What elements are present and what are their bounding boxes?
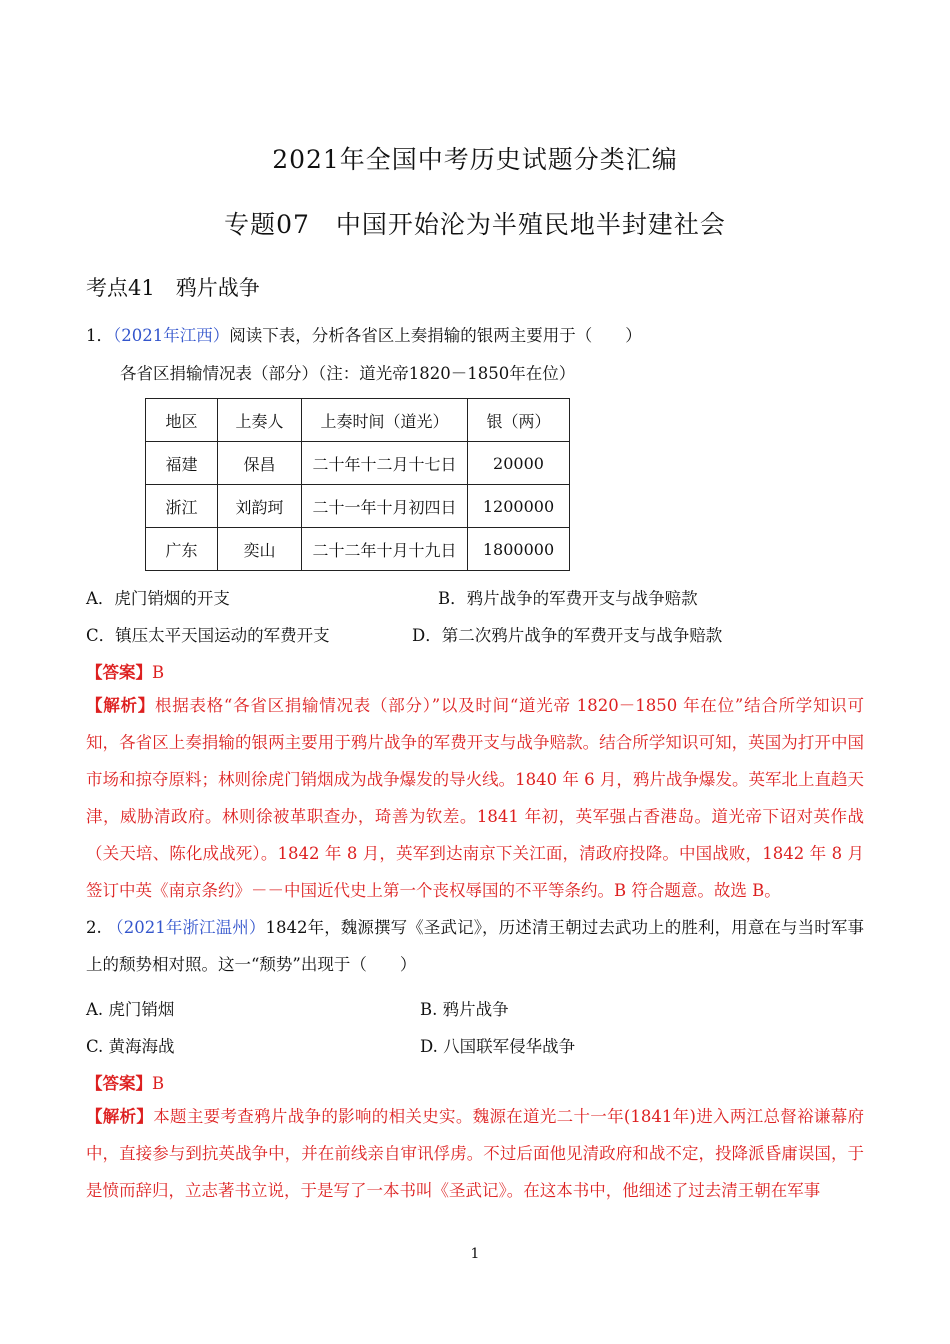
question-2-stem [86, 909, 864, 983]
q1-answer [86, 659, 164, 683]
table-header-cell: 上奏时间（道光） [302, 399, 468, 442]
answer-label: 【答案】 [86, 663, 152, 682]
section-heading: 考点41 鸦片战争 [86, 276, 260, 300]
answer-value: B [152, 663, 165, 682]
question-source: （2021年浙江温州） [107, 918, 266, 937]
q2-option-c: C. 黄海海战 [86, 1037, 175, 1056]
q2-analysis [86, 1098, 864, 1209]
table-header-cell: 上奏人 [218, 399, 302, 442]
table-cell: 二十年十二月十七日 [302, 442, 468, 485]
q1-option-d: D．第二次鸦片战争的军费开支与战争赔款 [412, 626, 723, 645]
table-cell: 20000 [468, 442, 570, 485]
table-header-row [146, 399, 570, 442]
question-1-stem [86, 322, 642, 346]
question-text: 阅读下表，分析各省区上奏捐输的银两主要用于（ ） [229, 326, 642, 345]
analysis-text: 本题主要考查鸦片战争的影响的相关史实。魏源在道光二十一年(1841年)进入两江总督裕谦幕府中，直接参与到抗英战争中，并在前线亲自审讯俘虏。不过后面他见清政府和战不定，投降派昏庸误国，于是愤而辞归，立志著书立说，于是写了一本书叫《圣武记》。在这本书中，他细述了过去清王朝在军事 [86, 1107, 865, 1200]
table-cell: 奕山 [218, 528, 302, 571]
q1-analysis [86, 687, 864, 909]
q1-option-a: A．虎门销烟的开支 [86, 589, 230, 608]
table-cell: 二十一年十月初四日 [302, 485, 468, 528]
table-cell: 福建 [146, 442, 218, 485]
table-cell: 1800000 [468, 528, 570, 571]
document-title: 2021年全国中考历史试题分类汇编 [272, 145, 678, 174]
question-number: 1． [86, 326, 113, 345]
table-header-cell: 银（两） [468, 399, 570, 442]
table-header-cell: 地区 [146, 399, 218, 442]
table-caption: 各省区捐输情况表（部分）（注：道光帝1820－1850年在位） [120, 364, 576, 383]
q2-option-a: A. 虎门销烟 [86, 1000, 175, 1019]
question-source: （2021年江西） [113, 326, 230, 345]
document-subtitle: 专题07 中国开始沦为半殖民地半封建社会 [224, 210, 726, 239]
answer-value: B [152, 1074, 165, 1093]
table-row [146, 528, 570, 571]
table-cell: 二十二年十月十九日 [302, 528, 468, 571]
table-cell: 1200000 [468, 485, 570, 528]
table-cell: 浙江 [146, 485, 218, 528]
q2-option-b: B. 鸦片战争 [420, 1000, 509, 1019]
q1-option-c: C．镇压太平天国运动的军费开支 [86, 626, 330, 645]
answer-label: 【答案】 [86, 1074, 152, 1093]
analysis-label: 【解析】 [86, 696, 155, 715]
table-row [146, 485, 570, 528]
q1-option-b: B．鸦片战争的军费开支与战争赔款 [438, 589, 698, 608]
page-number: 1 [470, 1246, 480, 1262]
donation-table [145, 398, 570, 571]
q2-option-d: D. 八国联军侵华战争 [420, 1037, 576, 1056]
table-cell: 广东 [146, 528, 218, 571]
question-number: 2. [86, 918, 108, 937]
question-text: 1842年，魏源撰写《圣武记》，历述清王朝过去武功上的胜利，用意在与当时军事上的颓势相对照。这一“颓势”出现于（ ） [86, 918, 864, 974]
analysis-label: 【解析】 [86, 1107, 154, 1126]
analysis-text: 根据表格“各省区捐输情况表（部分）”以及时间“道光帝 1820－1850 年在位”结合所学知识可知，各省区上奏捐输的银两主要用于鸦片战争的军费开支与战争赔款。结合所学知识可知，英国为打开中国市场和掠夺原料；林则徐虎门销烟成为战争爆发的导火线。1840 年 6 月，鸦片战争爆发。英军北上直趋天津，威胁清政府。林则徐被革职查办，琦善为钦差。1841 年初，英军强占香港岛。道光帝下诏对英作战（关天培、陈化成战死）。1842 年 8 月，英军到达南京下关江面，清政府投降。中国战败，1842 年 8 月签订中英《南京条约》－－中国近代史上第一个丧权辱国的不平等条约。B 符合题意。故选 B。 [86, 696, 865, 900]
table-cell: 保昌 [218, 442, 302, 485]
q2-answer [86, 1070, 164, 1094]
table-cell: 刘韵珂 [218, 485, 302, 528]
table-row [146, 442, 570, 485]
